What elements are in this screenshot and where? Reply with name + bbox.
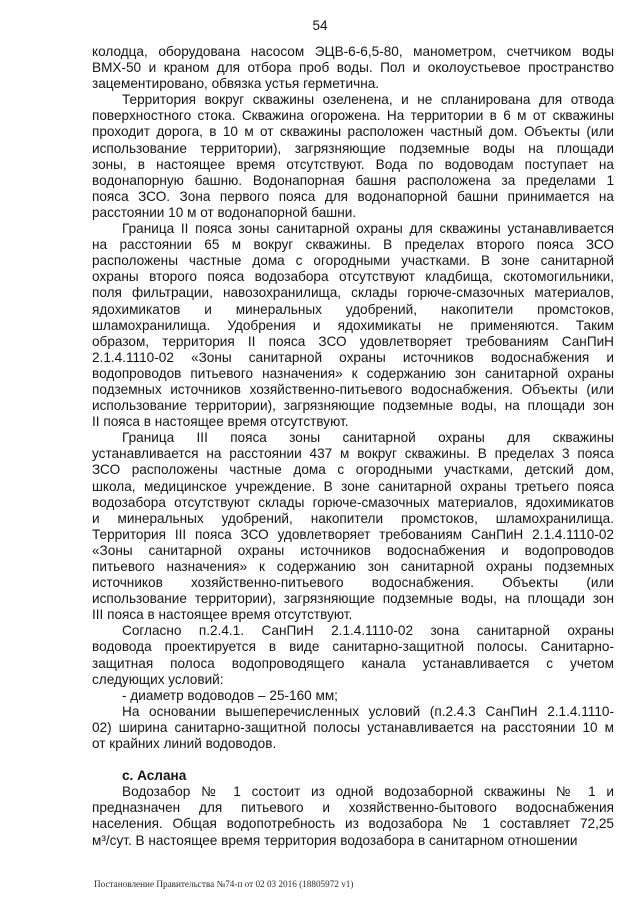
text-line: На основании вышеперечисленных условий (п.2.4.3 СанПиН 2.1.4.1110- <box>122 703 614 719</box>
text-line: водозабора отсутствуют склады горюче-смазочных материалов, ядохимикатов <box>92 494 614 510</box>
text-line: использование территории), загрязняющие подземные воды на площади <box>92 140 614 156</box>
text-line: Территория III пояса ЗСО удовлетворяет требованиям СанПиН 2.1.4.1110-02 <box>92 526 614 542</box>
paragraph <box>92 784 614 848</box>
text-line: водопроводов питьевого назначения» к содержанию зон санитарной охраны <box>92 365 614 381</box>
text-line: зацементировано, обвязка устья герметична. <box>92 76 380 92</box>
paragraph <box>92 92 614 221</box>
text-line: источников хозяйственно-питьевого водоснабжения. Объекты (или <box>92 575 614 591</box>
text-line: школа, медицинское учреждение. В зоне санитарной охраны третьего пояса <box>92 478 614 494</box>
text-line: III пояса в настоящее время отсутствуют. <box>92 607 353 623</box>
text-line: зоны, в настоящее время отсутствуют. Вода по водоводам поступает на <box>92 156 614 172</box>
paragraph <box>92 44 614 92</box>
text-line: образом, территория II пояса ЗСО удовлетворяет требованиям СанПиН <box>92 333 614 349</box>
page-number: 54 <box>312 18 328 33</box>
text-line: населения. Общая водопотребность из водозабора № 1 составляет 72,25 <box>92 816 614 832</box>
paragraph <box>92 688 614 704</box>
text-line: расстоянии 10 м от водонапорной башни. <box>92 204 357 220</box>
text-line: «Зоны санитарной охраны источников водоснабжения и водопроводов <box>92 542 614 558</box>
paragraph <box>92 221 614 430</box>
text-line: Территория вокруг скважины озеленена, и не спланирована для отвода <box>122 92 614 108</box>
text-line: Согласно п.2.4.1. СанПиН 2.1.4.1110-02 зона санитарной охраны <box>122 623 614 639</box>
text-line: подземных источников хозяйственно-питьевого водоснабжения. Объекты (или <box>92 381 614 397</box>
text-line: м³/сут. В настоящее время территория водозабора в санитарном отношении <box>92 832 578 848</box>
document-body <box>92 44 614 849</box>
text-line: поверхностного стока. Скважина огорожена. На территории в 6 м от скважины <box>92 108 614 124</box>
text-line: расположены частные дома с огородными участками. В зоне санитарной <box>92 253 614 269</box>
text-line: проходит дорога, в 10 м от скважины расположен частный дом. Объекты (или <box>92 124 614 140</box>
text-line: и минеральных удобрений, накопители промстоков, шламохранилища. <box>92 510 614 526</box>
text-line: устанавливается на расстоянии 437 м вокруг скважины. В пределах 3 пояса <box>92 446 614 462</box>
text-line: 2.1.4.1110-02 «Зоны санитарной охраны источников водоснабжения и <box>92 349 614 365</box>
text-line: ядохимикатов и минеральных удобрений, накопители промстоков, <box>92 301 614 317</box>
text-line: 02) ширина санитарно-защитной полосы устанавливается на расстоянии 10 м <box>92 719 614 735</box>
paragraph <box>92 704 614 752</box>
footer-note: Постановление Правительства №74-п от 02 03 2016 (18805972 v1) <box>94 879 354 889</box>
text-line: II пояса в настоящее время отсутствуют. <box>92 414 349 430</box>
text-line: водонапорную башню. Водонапорная башня расположена за пределами 1 <box>92 172 614 188</box>
text-line: предназначен для питьевого и хозяйственно-бытового водоснабжения <box>92 800 614 816</box>
paragraph <box>92 430 614 623</box>
text-line: ЗСО расположены частные дома с огородными участками, детский дом, <box>92 462 614 478</box>
text-line: с. Аслана <box>122 768 187 784</box>
text-line: охраны второго пояса водозабора отсутствуют кладбища, скотомогильники, <box>92 269 614 285</box>
text-line: поля фильтрации, навозохранилища, склады горюче-смазочных материалов, <box>92 285 614 301</box>
text-line: пояса ЗСО. Зона первого пояса для водонапорной башни принимается на <box>92 188 614 204</box>
text-line: Граница III пояса зоны санитарной охраны для скважины <box>122 430 614 446</box>
section-heading <box>92 768 614 784</box>
text-line: использование территории), загрязняющие подземные воды, на площади зон <box>92 591 614 607</box>
text-line: Граница II пояса зоны санитарной охраны для скважины устанавливается <box>122 221 614 237</box>
text-line: - диаметр водоводов – 25-160 мм; <box>122 687 338 703</box>
text-line: колодца, оборудована насосом ЭЦВ-6-6,5-80, манометром, счетчиком воды <box>92 44 614 59</box>
text-line: от крайних линий водоводов. <box>92 736 277 752</box>
text-line: питьевого назначения» к содержанию зон санитарной охраны подземных <box>92 559 614 574</box>
paragraph <box>92 623 614 687</box>
text-line: на расстоянии 65 м вокруг скважины. В пределах второго пояса ЗСО <box>92 237 614 253</box>
text-line: использование территории), загрязняющие подземные воды, на площади зон <box>92 398 614 414</box>
text-line: следующих условий: <box>92 671 224 687</box>
text-line: шламохранилища. Удобрения и ядохимикаты не применяются. Таким <box>92 317 614 333</box>
text-line: водовода проектируется в виде санитарно-защитной полосы. Санитарно- <box>92 639 614 655</box>
text-line: Водозабор № 1 состоит из одной водозаборной скважины № 1 и <box>122 784 614 800</box>
text-line: ВМХ-50 и краном для отбора проб воды. Пол и околоустьевое пространство <box>92 60 614 76</box>
text-line: защитная полоса водопроводящего канала устанавливается с учетом <box>92 655 614 671</box>
